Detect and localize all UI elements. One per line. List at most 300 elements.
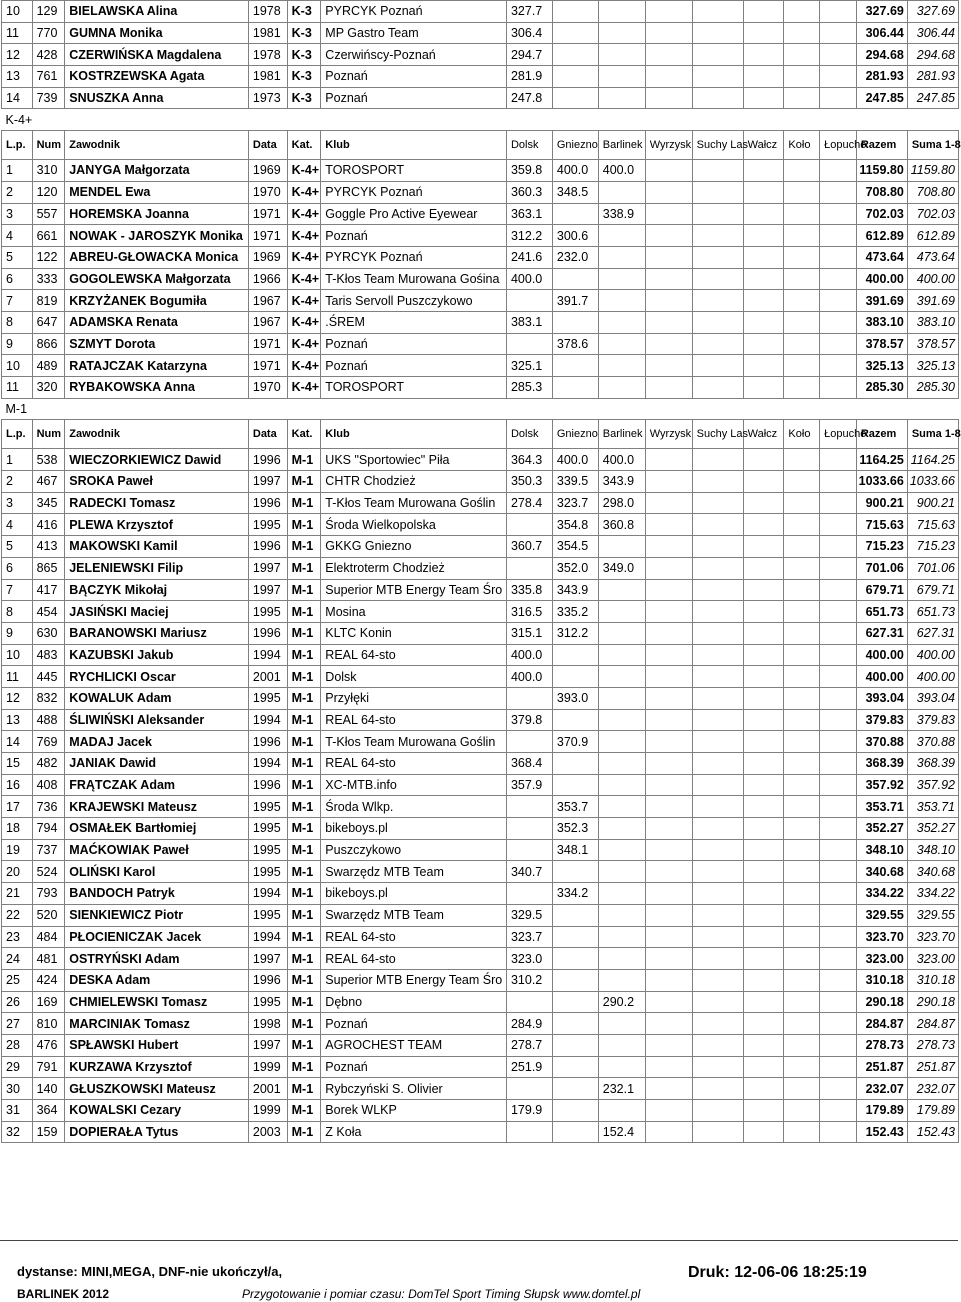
col-lp-cell: 19 bbox=[2, 839, 33, 861]
col-suma-cell: 281.93 bbox=[907, 66, 958, 88]
col-lp-cell: 12 bbox=[2, 687, 33, 709]
col-suma-cell: 278.73 bbox=[907, 1034, 958, 1056]
header-col-razem: Razem bbox=[856, 420, 907, 449]
col-klub-cell: Superior MTB Energy Team Śro bbox=[321, 969, 507, 991]
col-gniezno-cell bbox=[552, 1013, 598, 1035]
col-walcz-cell bbox=[743, 687, 784, 709]
col-klub-cell: REAL 64-sto bbox=[321, 948, 507, 970]
col-suchy-las-cell bbox=[692, 666, 743, 688]
col-klub-cell: Goggle Pro Active Eyewear bbox=[321, 203, 507, 225]
col-kolo-cell bbox=[784, 1, 820, 23]
col-zawodnik-cell: MAĆKOWIAK Paweł bbox=[65, 839, 249, 861]
col-num-cell: 424 bbox=[32, 969, 65, 991]
col-data-cell: 1997 bbox=[248, 579, 287, 601]
col-razem-cell: 715.23 bbox=[856, 536, 907, 558]
col-wyrzysk-cell bbox=[645, 948, 692, 970]
col-suchy-las-cell bbox=[692, 709, 743, 731]
col-razem-cell: 323.00 bbox=[856, 948, 907, 970]
col-suma-cell: 370.88 bbox=[907, 731, 958, 753]
col-kolo-cell bbox=[784, 926, 820, 948]
col-kolo-cell bbox=[784, 311, 820, 333]
col-wyrzysk-cell bbox=[645, 66, 692, 88]
col-suchy-las-cell bbox=[692, 579, 743, 601]
header-col-wyrzysk: Wyrzysk bbox=[645, 420, 692, 449]
table-row bbox=[2, 311, 959, 333]
header-col-kat: Kat. bbox=[287, 131, 321, 160]
col-data-cell: 1970 bbox=[248, 377, 287, 399]
col-barlinek-cell bbox=[598, 644, 645, 666]
col-dolsk-cell: 278.4 bbox=[506, 492, 552, 514]
col-lopuchowo-cell bbox=[820, 22, 857, 44]
footer-print-date: Druk: 12-06-06 18:25:19 bbox=[688, 1264, 867, 1281]
col-barlinek-cell bbox=[598, 268, 645, 290]
col-klub-cell: Poznań bbox=[321, 1013, 507, 1035]
col-lp-cell: 29 bbox=[2, 1056, 33, 1078]
col-dolsk-cell: 360.7 bbox=[506, 536, 552, 558]
footer-credit: Przygotowanie i pomiar czasu: DomTel Sport Timing Słupsk www.domtel.pl bbox=[242, 1287, 641, 1301]
col-lp-cell: 2 bbox=[2, 181, 33, 203]
col-suchy-las-cell bbox=[692, 246, 743, 268]
section-title-row bbox=[2, 109, 959, 131]
col-razem-cell: 391.69 bbox=[856, 290, 907, 312]
col-walcz-cell bbox=[743, 1013, 784, 1035]
col-lp-cell: 3 bbox=[2, 203, 33, 225]
col-lp-cell: 10 bbox=[2, 1, 33, 23]
col-klub-cell: Mosina bbox=[321, 601, 507, 623]
col-num-cell: 333 bbox=[32, 268, 65, 290]
col-lopuchowo-cell bbox=[820, 268, 857, 290]
col-kolo-cell bbox=[784, 818, 820, 840]
col-num-cell: 791 bbox=[32, 1056, 65, 1078]
col-lopuchowo-cell bbox=[820, 311, 857, 333]
col-data-cell: 1995 bbox=[248, 796, 287, 818]
col-lp-cell: 8 bbox=[2, 311, 33, 333]
col-gniezno-cell: 391.7 bbox=[552, 290, 598, 312]
col-dolsk-cell: 310.2 bbox=[506, 969, 552, 991]
col-data-cell: 1996 bbox=[248, 449, 287, 471]
table-row bbox=[2, 225, 959, 247]
col-gniezno-cell bbox=[552, 203, 598, 225]
header-col-wyrzysk: Wyrzysk bbox=[645, 131, 692, 160]
col-walcz-cell bbox=[743, 160, 784, 182]
col-lp-cell: 18 bbox=[2, 818, 33, 840]
col-kat-cell: M-1 bbox=[287, 883, 321, 905]
col-wyrzysk-cell bbox=[645, 1100, 692, 1122]
table-row bbox=[2, 1056, 959, 1078]
col-dolsk-cell: 400.0 bbox=[506, 644, 552, 666]
col-data-cell: 1995 bbox=[248, 861, 287, 883]
col-gniezno-cell bbox=[552, 774, 598, 796]
col-gniezno-cell bbox=[552, 926, 598, 948]
col-kat-cell: K-4+ bbox=[287, 246, 321, 268]
col-suchy-las-cell bbox=[692, 644, 743, 666]
col-kolo-cell bbox=[784, 66, 820, 88]
col-kat-cell: M-1 bbox=[287, 969, 321, 991]
col-kat-cell: M-1 bbox=[287, 622, 321, 644]
col-razem-cell: 612.89 bbox=[856, 225, 907, 247]
page-footer bbox=[0, 1240, 960, 1302]
col-barlinek-cell bbox=[598, 883, 645, 905]
table-row bbox=[2, 377, 959, 399]
col-walcz-cell bbox=[743, 492, 784, 514]
col-barlinek-cell bbox=[598, 1056, 645, 1078]
col-suma-cell: 152.43 bbox=[907, 1121, 958, 1143]
col-kolo-cell bbox=[784, 1056, 820, 1078]
col-gniezno-cell bbox=[552, 44, 598, 66]
col-wyrzysk-cell bbox=[645, 290, 692, 312]
col-klub-cell: Poznań bbox=[321, 355, 507, 377]
col-suma-cell: 701.06 bbox=[907, 557, 958, 579]
col-kat-cell: M-1 bbox=[287, 991, 321, 1013]
col-lopuchowo-cell bbox=[820, 969, 857, 991]
col-wyrzysk-cell bbox=[645, 579, 692, 601]
col-num-cell: 520 bbox=[32, 904, 65, 926]
col-walcz-cell bbox=[743, 948, 784, 970]
col-razem-cell: 352.27 bbox=[856, 818, 907, 840]
col-kat-cell: K-4+ bbox=[287, 160, 321, 182]
col-lp-cell: 14 bbox=[2, 731, 33, 753]
col-dolsk-cell: 400.0 bbox=[506, 666, 552, 688]
col-kolo-cell bbox=[784, 514, 820, 536]
table-row bbox=[2, 818, 959, 840]
col-lopuchowo-cell bbox=[820, 948, 857, 970]
col-suchy-las-cell bbox=[692, 1, 743, 23]
col-razem-cell: 379.83 bbox=[856, 709, 907, 731]
col-dolsk-cell: 251.9 bbox=[506, 1056, 552, 1078]
header-col-dolsk: Dolsk bbox=[506, 420, 552, 449]
col-walcz-cell bbox=[743, 731, 784, 753]
col-kolo-cell bbox=[784, 622, 820, 644]
col-lopuchowo-cell bbox=[820, 471, 857, 493]
col-razem-cell: 701.06 bbox=[856, 557, 907, 579]
col-gniezno-cell: 312.2 bbox=[552, 622, 598, 644]
col-dolsk-cell bbox=[506, 839, 552, 861]
col-dolsk-cell bbox=[506, 687, 552, 709]
col-razem-cell: 353.71 bbox=[856, 796, 907, 818]
col-dolsk-cell: 340.7 bbox=[506, 861, 552, 883]
col-zawodnik-cell: BANDOCH Patryk bbox=[65, 883, 249, 905]
col-walcz-cell bbox=[743, 753, 784, 775]
col-walcz-cell bbox=[743, 904, 784, 926]
col-barlinek-cell bbox=[598, 796, 645, 818]
col-kolo-cell bbox=[784, 22, 820, 44]
col-suchy-las-cell bbox=[692, 355, 743, 377]
col-zawodnik-cell: MADAJ Jacek bbox=[65, 731, 249, 753]
col-num-cell: 169 bbox=[32, 991, 65, 1013]
col-data-cell: 1995 bbox=[248, 601, 287, 623]
col-suma-cell: 651.73 bbox=[907, 601, 958, 623]
col-suchy-las-cell bbox=[692, 1013, 743, 1035]
col-dolsk-cell bbox=[506, 818, 552, 840]
col-suma-cell: 702.03 bbox=[907, 203, 958, 225]
col-wyrzysk-cell bbox=[645, 536, 692, 558]
col-kolo-cell bbox=[784, 687, 820, 709]
col-suma-cell: 368.39 bbox=[907, 753, 958, 775]
col-wyrzysk-cell bbox=[645, 1013, 692, 1035]
col-suchy-las-cell bbox=[692, 1056, 743, 1078]
col-data-cell: 1969 bbox=[248, 160, 287, 182]
col-data-cell: 1996 bbox=[248, 492, 287, 514]
col-kat-cell: M-1 bbox=[287, 861, 321, 883]
col-lopuchowo-cell bbox=[820, 926, 857, 948]
col-walcz-cell bbox=[743, 471, 784, 493]
col-kat-cell: M-1 bbox=[287, 666, 321, 688]
col-suma-cell: 247.85 bbox=[907, 87, 958, 109]
col-lopuchowo-cell bbox=[820, 1034, 857, 1056]
col-klub-cell: Borek WLKP bbox=[321, 1100, 507, 1122]
col-gniezno-cell bbox=[552, 969, 598, 991]
table-row bbox=[2, 333, 959, 355]
col-razem-cell: 290.18 bbox=[856, 991, 907, 1013]
col-suma-cell: 294.68 bbox=[907, 44, 958, 66]
header-col-kolo: Koło bbox=[784, 131, 820, 160]
col-lopuchowo-cell bbox=[820, 1121, 857, 1143]
col-walcz-cell bbox=[743, 1, 784, 23]
col-num-cell: 557 bbox=[32, 203, 65, 225]
col-kat-cell: M-1 bbox=[287, 948, 321, 970]
col-suchy-las-cell bbox=[692, 1078, 743, 1100]
col-suma-cell: 284.87 bbox=[907, 1013, 958, 1035]
col-gniezno-cell bbox=[552, 644, 598, 666]
col-barlinek-cell: 400.0 bbox=[598, 160, 645, 182]
col-razem-cell: 400.00 bbox=[856, 268, 907, 290]
col-zawodnik-cell: OSMAŁEK Bartłomiej bbox=[65, 818, 249, 840]
col-zawodnik-cell: CZERWIŃSKA Magdalena bbox=[65, 44, 249, 66]
col-kolo-cell bbox=[784, 160, 820, 182]
col-suma-cell: 340.68 bbox=[907, 861, 958, 883]
header-col-klub: Klub bbox=[321, 420, 507, 449]
col-razem-cell: 294.68 bbox=[856, 44, 907, 66]
col-kat-cell: K-4+ bbox=[287, 311, 321, 333]
col-walcz-cell bbox=[743, 926, 784, 948]
col-data-cell: 1996 bbox=[248, 536, 287, 558]
col-razem-cell: 340.68 bbox=[856, 861, 907, 883]
col-wyrzysk-cell bbox=[645, 1, 692, 23]
col-lp-cell: 1 bbox=[2, 160, 33, 182]
col-walcz-cell bbox=[743, 991, 784, 1013]
table-row bbox=[2, 471, 959, 493]
col-kolo-cell bbox=[784, 1013, 820, 1035]
col-wyrzysk-cell bbox=[645, 601, 692, 623]
header-col-suchy-las: Suchy Las bbox=[692, 420, 743, 449]
col-kat-cell: M-1 bbox=[287, 904, 321, 926]
col-suchy-las-cell bbox=[692, 311, 743, 333]
col-lopuchowo-cell bbox=[820, 731, 857, 753]
col-kolo-cell bbox=[784, 377, 820, 399]
col-suma-cell: 251.87 bbox=[907, 1056, 958, 1078]
col-kat-cell: M-1 bbox=[287, 926, 321, 948]
col-barlinek-cell bbox=[598, 1, 645, 23]
col-kat-cell: M-1 bbox=[287, 471, 321, 493]
col-num-cell: 129 bbox=[32, 1, 65, 23]
col-barlinek-cell bbox=[598, 904, 645, 926]
col-suchy-las-cell bbox=[692, 449, 743, 471]
col-gniezno-cell: 339.5 bbox=[552, 471, 598, 493]
col-kat-cell: M-1 bbox=[287, 644, 321, 666]
col-walcz-cell bbox=[743, 514, 784, 536]
col-klub-cell: Superior MTB Energy Team Śro bbox=[321, 579, 507, 601]
table-row bbox=[2, 774, 959, 796]
col-wyrzysk-cell bbox=[645, 687, 692, 709]
col-zawodnik-cell: JELENIEWSKI Filip bbox=[65, 557, 249, 579]
col-num-cell: 345 bbox=[32, 492, 65, 514]
col-gniezno-cell: 352.3 bbox=[552, 818, 598, 840]
col-lp-cell: 9 bbox=[2, 622, 33, 644]
col-gniezno-cell bbox=[552, 1034, 598, 1056]
col-dolsk-cell: 329.5 bbox=[506, 904, 552, 926]
col-kat-cell: M-1 bbox=[287, 1013, 321, 1035]
col-barlinek-cell: 338.9 bbox=[598, 203, 645, 225]
col-lp-cell: 28 bbox=[2, 1034, 33, 1056]
col-data-cell: 1973 bbox=[248, 87, 287, 109]
col-data-cell: 1994 bbox=[248, 883, 287, 905]
col-gniezno-cell bbox=[552, 1, 598, 23]
col-wyrzysk-cell bbox=[645, 492, 692, 514]
col-kolo-cell bbox=[784, 601, 820, 623]
col-kolo-cell bbox=[784, 796, 820, 818]
col-walcz-cell bbox=[743, 1100, 784, 1122]
results-table bbox=[1, 0, 959, 1143]
col-wyrzysk-cell bbox=[645, 796, 692, 818]
col-lopuchowo-cell bbox=[820, 290, 857, 312]
col-walcz-cell bbox=[743, 66, 784, 88]
header-col-zawodnik: Zawodnik bbox=[65, 131, 249, 160]
col-gniezno-cell bbox=[552, 753, 598, 775]
col-walcz-cell bbox=[743, 601, 784, 623]
col-zawodnik-cell: BĄCZYK Mikołaj bbox=[65, 579, 249, 601]
col-wyrzysk-cell bbox=[645, 514, 692, 536]
col-dolsk-cell bbox=[506, 557, 552, 579]
col-razem-cell: 679.71 bbox=[856, 579, 907, 601]
col-zawodnik-cell: OLIŃSKI Karol bbox=[65, 861, 249, 883]
footer-divider bbox=[0, 1240, 958, 1241]
col-wyrzysk-cell bbox=[645, 991, 692, 1013]
col-walcz-cell bbox=[743, 333, 784, 355]
col-suchy-las-cell bbox=[692, 687, 743, 709]
header-col-gniezno: Gniezno bbox=[552, 420, 598, 449]
col-kolo-cell bbox=[784, 753, 820, 775]
footer-dystanse: dystanse: MINI,MEGA, DNF-nie ukończył/a, bbox=[17, 1264, 283, 1279]
col-data-cell: 1995 bbox=[248, 839, 287, 861]
col-lp-cell: 6 bbox=[2, 557, 33, 579]
col-barlinek-cell bbox=[598, 774, 645, 796]
header-col-data: Data bbox=[248, 131, 287, 160]
col-suchy-las-cell bbox=[692, 290, 743, 312]
col-suma-cell: 679.71 bbox=[907, 579, 958, 601]
col-lp-cell: 1 bbox=[2, 449, 33, 471]
table-row bbox=[2, 44, 959, 66]
col-klub-cell: REAL 64-sto bbox=[321, 926, 507, 948]
col-kolo-cell bbox=[784, 536, 820, 558]
col-lp-cell: 13 bbox=[2, 709, 33, 731]
col-num-cell: 866 bbox=[32, 333, 65, 355]
col-razem-cell: 152.43 bbox=[856, 1121, 907, 1143]
col-suchy-las-cell bbox=[692, 225, 743, 247]
col-num-cell: 310 bbox=[32, 160, 65, 182]
col-klub-cell: Środa Wielkopolska bbox=[321, 514, 507, 536]
col-num-cell: 761 bbox=[32, 66, 65, 88]
col-suma-cell: 378.57 bbox=[907, 333, 958, 355]
col-gniezno-cell: 232.0 bbox=[552, 246, 598, 268]
col-kat-cell: K-3 bbox=[287, 44, 321, 66]
col-dolsk-cell: 285.3 bbox=[506, 377, 552, 399]
col-barlinek-cell bbox=[598, 666, 645, 688]
col-walcz-cell bbox=[743, 181, 784, 203]
col-lopuchowo-cell bbox=[820, 66, 857, 88]
col-suchy-las-cell bbox=[692, 557, 743, 579]
col-razem-cell: 715.63 bbox=[856, 514, 907, 536]
col-num-cell: 467 bbox=[32, 471, 65, 493]
col-razem-cell: 708.80 bbox=[856, 181, 907, 203]
col-zawodnik-cell: KOWALUK Adam bbox=[65, 687, 249, 709]
col-kolo-cell bbox=[784, 1100, 820, 1122]
col-data-cell: 1967 bbox=[248, 290, 287, 312]
col-lp-cell: 3 bbox=[2, 492, 33, 514]
col-gniezno-cell bbox=[552, 948, 598, 970]
col-lopuchowo-cell bbox=[820, 160, 857, 182]
table-row bbox=[2, 449, 959, 471]
col-gniezno-cell bbox=[552, 666, 598, 688]
col-wyrzysk-cell bbox=[645, 449, 692, 471]
col-wyrzysk-cell bbox=[645, 225, 692, 247]
col-razem-cell: 334.22 bbox=[856, 883, 907, 905]
col-suma-cell: 400.00 bbox=[907, 666, 958, 688]
col-lp-cell: 7 bbox=[2, 290, 33, 312]
col-zawodnik-cell: BIELAWSKA Alina bbox=[65, 1, 249, 23]
col-kat-cell: M-1 bbox=[287, 1056, 321, 1078]
table-row bbox=[2, 839, 959, 861]
col-kolo-cell bbox=[784, 87, 820, 109]
col-lopuchowo-cell bbox=[820, 601, 857, 623]
col-barlinek-cell bbox=[598, 839, 645, 861]
col-kat-cell: M-1 bbox=[287, 839, 321, 861]
col-lp-cell: 24 bbox=[2, 948, 33, 970]
col-gniezno-cell: 370.9 bbox=[552, 731, 598, 753]
header-col-lp: L.p. bbox=[2, 131, 33, 160]
col-gniezno-cell: 353.7 bbox=[552, 796, 598, 818]
col-zawodnik-cell: GOGOLEWSKA Małgorzata bbox=[65, 268, 249, 290]
col-wyrzysk-cell bbox=[645, 268, 692, 290]
col-suma-cell: 612.89 bbox=[907, 225, 958, 247]
table-row bbox=[2, 644, 959, 666]
col-zawodnik-cell: PŁOCIENICZAK Jacek bbox=[65, 926, 249, 948]
col-barlinek-cell bbox=[598, 709, 645, 731]
col-kat-cell: K-4+ bbox=[287, 203, 321, 225]
col-lp-cell: 13 bbox=[2, 66, 33, 88]
col-gniezno-cell: 300.6 bbox=[552, 225, 598, 247]
col-kolo-cell bbox=[784, 268, 820, 290]
col-suma-cell: 393.04 bbox=[907, 687, 958, 709]
col-data-cell: 1971 bbox=[248, 225, 287, 247]
col-lp-cell: 5 bbox=[2, 246, 33, 268]
col-suchy-las-cell bbox=[692, 774, 743, 796]
col-num-cell: 483 bbox=[32, 644, 65, 666]
col-dolsk-cell: 323.0 bbox=[506, 948, 552, 970]
col-kolo-cell bbox=[784, 709, 820, 731]
col-kolo-cell bbox=[784, 492, 820, 514]
col-suchy-las-cell bbox=[692, 268, 743, 290]
col-zawodnik-cell: RYBAKOWSKA Anna bbox=[65, 377, 249, 399]
col-suchy-las-cell bbox=[692, 492, 743, 514]
col-dolsk-cell: 316.5 bbox=[506, 601, 552, 623]
col-dolsk-cell: 294.7 bbox=[506, 44, 552, 66]
col-walcz-cell bbox=[743, 246, 784, 268]
col-lp-cell: 10 bbox=[2, 355, 33, 377]
col-wyrzysk-cell bbox=[645, 311, 692, 333]
col-kolo-cell bbox=[784, 839, 820, 861]
col-gniezno-cell: 348.5 bbox=[552, 181, 598, 203]
col-klub-cell: Puszczykowo bbox=[321, 839, 507, 861]
